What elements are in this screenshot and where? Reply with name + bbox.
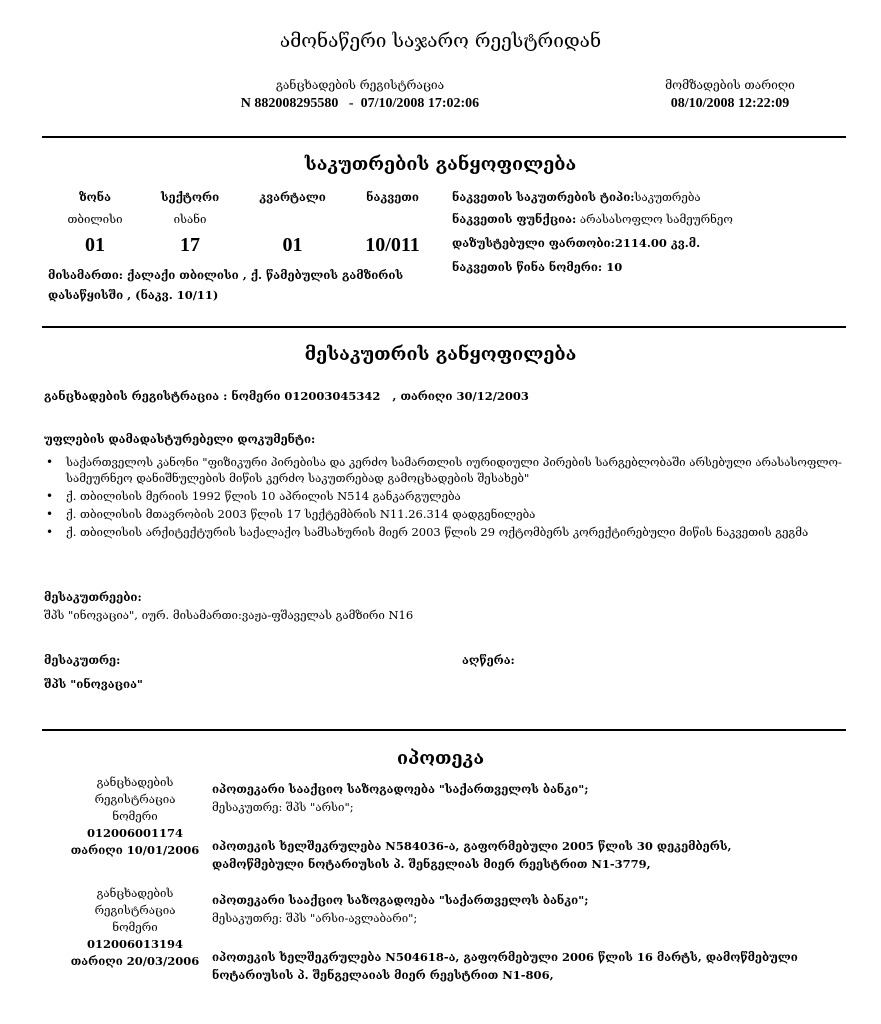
list-item: • ქ. თბილისის მთავრობის 2003 წლის 17 სექტემბრის N11.26.314 დადგენილება: [44, 506, 844, 522]
mortgage-entry-1-owner: მესაკუთრე: შპს "არსი";: [212, 800, 354, 814]
ownership-type: [452, 190, 852, 204]
list-item: • ქ. თბილისის მერიის 1992 წლის 10 აპრილის N514 განკარგულება: [44, 488, 844, 504]
previous-number-label: ნაკვეთის წინა ნომერი:: [452, 260, 603, 274]
reg-label: ნომერი: [112, 920, 158, 934]
list-item: • ქ. თბილისის არქიტექტურის საქალაქო სამსახურის მიერ 2003 წლის 29 ოქტომბერს კორექტირებული მიწის ნაკვეთის გეგმა: [44, 524, 844, 540]
app-registration-label: განცხადების რეგისტრაცია: [275, 78, 445, 92]
list-item: • საქართველოს კანონი "ფიზიკური პირებისა და კერძო სამართლის იურიდიული პირების სარგებლობაში არსებული არასასოფლო-სამეურნეო დანიშნულების მიწის კერძო საკუთრებად გამოცხადების შესახებ": [44, 454, 844, 486]
reg-date: თარიღი 10/01/2006: [70, 843, 200, 857]
owners-value: შპს "ინოვაცია", იურ. მისამართი:ვაჟა-ფშაველას გამზირი N16: [44, 608, 414, 622]
document-title: ამონაწერი საჯარო რეესტრიდან: [279, 30, 602, 52]
description-label: აღწერა:: [462, 653, 515, 667]
divider: [42, 136, 846, 138]
reg-number: 012006001174: [86, 826, 184, 840]
mortgage-entry-2-contract-line2: ნოტარიუსის პ. შენგელაიას მიერ რეესტრით N1-806,: [212, 968, 554, 982]
mortgage-entry-2-holder: იპოთეკარი სააქციო საზოგადოება "საქართველოს ბანკი";: [212, 893, 589, 907]
reg-date: თარიღი 20/03/2006: [70, 954, 200, 968]
divider: [42, 326, 846, 328]
sector-code: 17: [180, 234, 200, 256]
mortgage-entry-1-holder: იპოთეკარი სააქციო საზოგადოება "საქართველოს ბანკი";: [212, 782, 589, 796]
zone-code: 01: [85, 234, 105, 256]
owner-reg-number: 012003045342: [280, 389, 381, 403]
divider: [42, 729, 846, 731]
address-label: მისამართი:: [48, 268, 123, 282]
zone-label: ზონა: [79, 190, 111, 204]
owner-reg-date: 30/12/2003: [452, 389, 529, 403]
mortgage-entry-1-registration: [55, 774, 215, 859]
mortgage-entry-2-contract-line1: იპოთეკის ხელშეკრულება N504618-ა, გაფორმებული 2006 წლის 16 მარტს, დამოწმებული: [212, 950, 798, 964]
previous-number: [452, 260, 852, 274]
sector-label: სექტორი: [160, 190, 220, 204]
parcel-function-label: ნაკვეთის ფუნქცია:: [452, 212, 577, 226]
owners-label: მესაკუთრეები:: [44, 590, 142, 604]
parcel-code: 10/011: [365, 234, 420, 256]
mortgage-entry-1-contract-line1: იპოთეკის ხელშეკრულება N584036-ა, გაფორმებული 2005 წლის 30 დეკემბერს,: [212, 839, 732, 853]
reg-label: ნომერი: [112, 809, 158, 823]
owner-section-title: მესაკუთრის განყოფილება: [304, 344, 577, 365]
prep-date-value: 08/10/2008 12:22:09: [670, 96, 790, 111]
reg-label: განცხადების: [96, 886, 174, 900]
owner-reg-date-label: , თარიღი: [380, 389, 453, 403]
reg-label: რეგისტრაცია: [94, 903, 176, 917]
address-line2: დასაწყისში , (ნაკვ. 10/11): [48, 288, 219, 302]
mortgage-entry-2-owner: მესაკუთრე: შპს "არსი-ავლაბარი";: [212, 911, 418, 925]
mortgage-entry-2-registration: [55, 885, 215, 970]
mortgage-entry-1-contract-line2: დამოწმებული ნოტარიუსის პ. შენგელიას მიერ რეესტრით N1-3779,: [212, 857, 651, 871]
reg-label: რეგისტრაცია: [94, 792, 176, 806]
quarter-label: კვარტალი: [259, 190, 326, 204]
owner-label: მესაკუთრე:: [44, 653, 121, 667]
zone-name: თბილისი: [67, 212, 123, 226]
parcel-area-label: დაზუსტებული ფართობი:: [452, 236, 615, 250]
address-line1: [48, 268, 448, 282]
parcel-label: ნაკვეთი: [366, 190, 419, 204]
previous-number-value: 10: [602, 260, 623, 274]
parcel-function-value: არასასოფლო სამეურნეო: [576, 212, 733, 226]
parcel-function: [452, 212, 852, 226]
prep-date-label: მომზადების თარიღი: [665, 78, 795, 92]
owner-registration-line: [44, 389, 844, 403]
quarter-code: 01: [282, 234, 303, 256]
ownership-type-value: საკუთრება: [634, 190, 701, 204]
owner-reg-label: განცხადების რეგისტრაცია : ნომერი: [44, 389, 281, 403]
reg-label: განცხადების: [96, 775, 174, 789]
parcel-area-value: 2114.00 კვ.მ.: [614, 236, 701, 250]
reg-number: 012006013194: [86, 937, 184, 951]
mortgage-section-title: იპოთეკა: [396, 748, 485, 769]
documents-list: [44, 454, 844, 542]
property-section-title: საკუთრების განყოფილება: [304, 154, 577, 175]
sector-name: ისანი: [173, 212, 207, 226]
documents-label: უფლების დამადასტურებელი დოკუმენტი:: [44, 432, 316, 446]
address-value: ქალაქი თბილისი , ქ. წამებულის გამზირის: [123, 268, 404, 282]
app-registration-value: N 882008295580 - 07/10/2008 17:02:06: [240, 96, 480, 111]
ownership-type-label: ნაკვეთის საკუთრების ტიპი:: [452, 190, 635, 204]
owner-value: შპს "ინოვაცია": [44, 677, 143, 691]
parcel-area: [452, 236, 852, 250]
